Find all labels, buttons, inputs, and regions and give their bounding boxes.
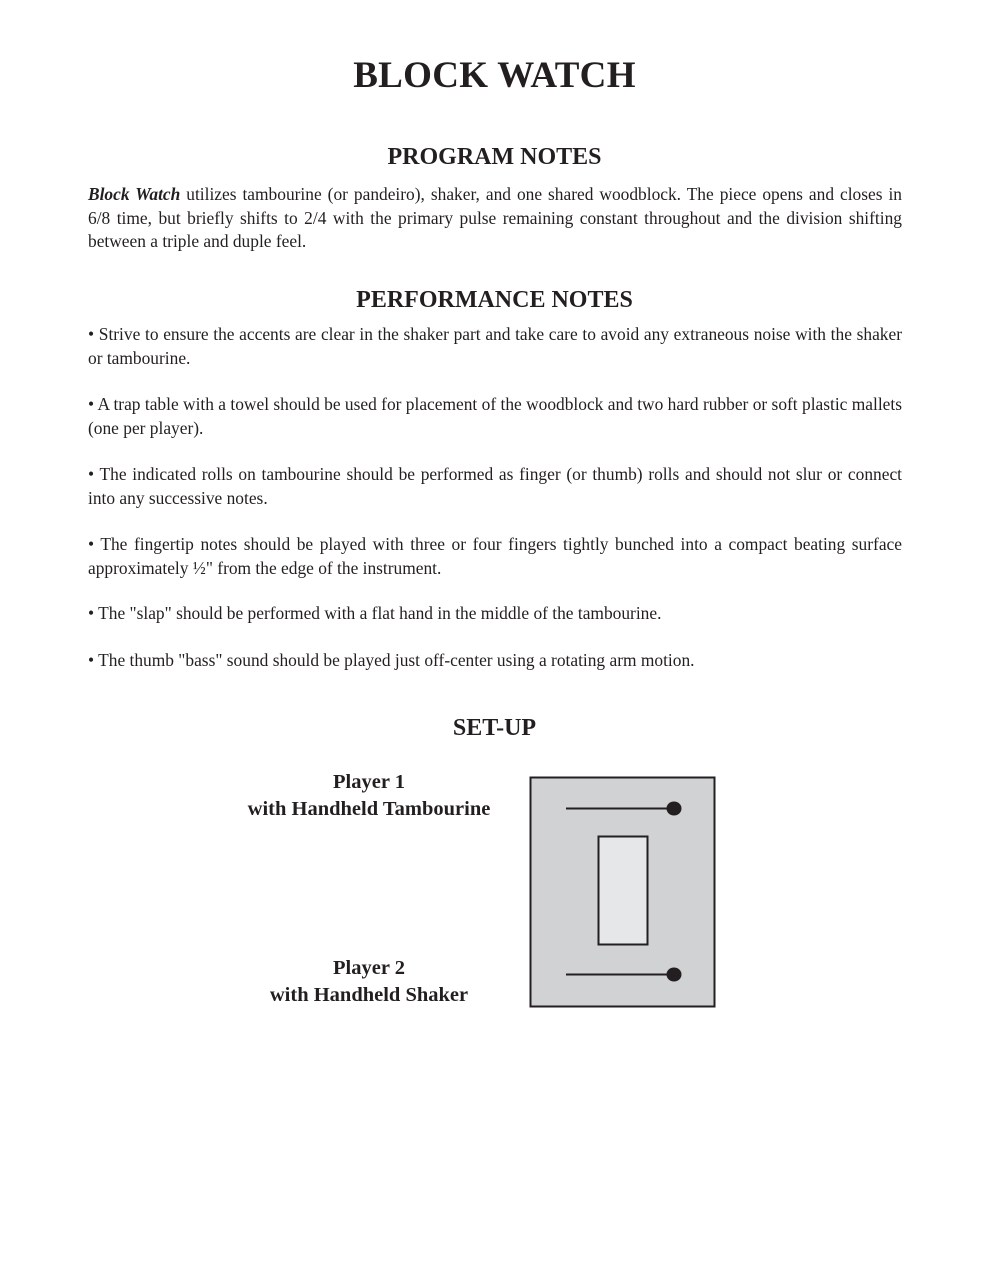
player-1-name: Player 1 (333, 771, 405, 793)
performance-note-item: • The fingertip notes should be played with three or four fingers tightly bunched into a compact beating surface approximately ½" from the edge of the instrument. (88, 534, 902, 578)
program-notes-heading: PROGRAM NOTES (387, 144, 602, 170)
page-title: BLOCK WATCH (353, 55, 636, 96)
setup-heading: SET-UP (452, 715, 537, 741)
performance-note-item: • The thumb "bass" sound should be played just off-center using a rotating arm motion. (88, 650, 695, 670)
performance-notes-heading: PERFORMANCE NOTES (356, 287, 633, 313)
woodblock (599, 837, 648, 945)
performance-note-item: • The "slap" should be performed with a flat hand in the middle of the tambourine. (88, 603, 662, 623)
player-2-name: Player 2 (333, 957, 405, 979)
performance-note-item: • Strive to ensure the accents are clear in the shaker part and take care to avoid any extraneous noise with the shaker or tambourine. (88, 324, 902, 368)
program-notes-text: utilizes tambourine (or pandeiro), shaker, and one shared woodblock. The piece opens and closes in 6/8 time, but briefly shifts to 2/4 with the primary pulse remaining constant throughout and the division shifting between a triple and duple feel. (88, 184, 902, 251)
piece-title-italic: Block Watch (88, 184, 181, 204)
setup-diagram (529, 776, 717, 1010)
player-1-instrument: with Handheld Tambourine (247, 798, 491, 820)
performance-note-item: • A trap table with a towel should be used for placement of the woodblock and two hard rubber or soft plastic mallets (one per player). (88, 394, 902, 438)
program-notes-paragraph (88, 183, 902, 254)
player-1-label (220, 769, 518, 823)
performance-note-item: • The indicated rolls on tambourine should be performed as finger (or thumb) rolls and should not slur or connect into any successive notes. (88, 464, 902, 508)
player-2-instrument: with Handheld Shaker (269, 984, 469, 1006)
player-2-label (220, 955, 518, 1009)
